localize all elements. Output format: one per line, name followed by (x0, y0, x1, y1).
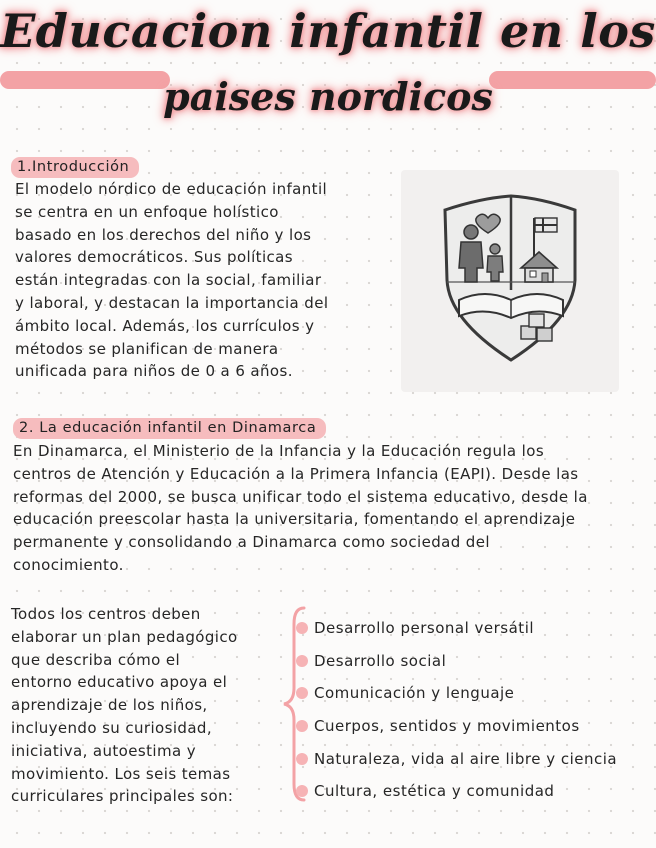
text-line: incluyendo su curiosidad, (11, 718, 213, 737)
text-line: curriculares principales son: (11, 787, 234, 806)
family-education-shield-illustration (401, 170, 619, 392)
curricular-topics-list (296, 612, 617, 808)
text-line: que describa cómo el (11, 650, 181, 669)
text-line: están integradas con la social, familiar (15, 271, 322, 290)
topic-label: Desarrollo social (314, 651, 447, 670)
shield-icon (401, 170, 619, 392)
text-line: Todos los centros deben (11, 605, 201, 623)
text-line: unificada para niños de 0 a 6 años. (15, 362, 293, 381)
text-line: basado en los derechos del niño y los (15, 225, 312, 244)
text-line: ámbito local. Además, los currículos y (15, 316, 315, 335)
list-item (296, 742, 617, 775)
section-3-paragraph (11, 603, 238, 808)
topic-label: Desarrollo personal versátil (314, 619, 535, 638)
text-line: valores democráticos. Sus políticas (15, 248, 293, 267)
section-2-heading: 2. La educación infantil en Dinamarca (13, 418, 326, 439)
text-line: y laboral, y destacan la importancia del (15, 293, 329, 312)
text-line: métodos se planifican de manera (15, 339, 279, 358)
text-line: se centra en un enfoque holístico (15, 202, 279, 221)
text-line: elaborar un plan pedagógico (11, 627, 238, 646)
text-line: iniciativa, autoestima y (11, 741, 197, 760)
bullet-dot-icon (296, 720, 308, 732)
topic-label: Cuerpos, sentidos y movimientos (314, 717, 580, 736)
list-item (296, 677, 617, 710)
bullet-dot-icon (296, 785, 308, 797)
text-line: movimiento. Los seis temas (11, 764, 231, 783)
text-line: En Dinamarca, el Ministerio de la Infancia y la Educación regula los (13, 442, 545, 460)
text-line: El modelo nórdico de educación infantil (15, 180, 328, 198)
bullet-dot-icon (296, 687, 308, 699)
list-item (296, 645, 617, 678)
section-2-paragraph (13, 440, 588, 577)
section-1-heading: 1.Introducción (11, 157, 139, 178)
text-line: reformas del 2000, se busca unificar todo el sistema educativo, desde la (13, 487, 588, 506)
list-item (296, 775, 617, 808)
list-item (296, 710, 617, 743)
page-title-line-2: paises nordicos (163, 74, 493, 119)
list-item (296, 612, 617, 645)
text-line: aprendizaje de los niños, (11, 696, 208, 715)
text-line: centros de Atención y Educación a la Primera Infancia (EAPI). Desde las (13, 464, 579, 483)
topic-label: Naturaleza, vida al aire libre y ciencia (314, 749, 618, 768)
text-line: permanente y consolidando a Dinamarca como sociedad del (13, 533, 490, 552)
page-title-line-1: Educacion infantil en los (0, 4, 656, 58)
text-line: conocimiento. (13, 555, 124, 574)
text-line: educación preescolar hasta la universitaria, fomentando el aprendizaje (13, 510, 576, 529)
bullet-dot-icon (296, 753, 308, 765)
bullet-dot-icon (296, 655, 308, 667)
topic-label: Comunicación y lenguaje (314, 684, 515, 703)
bullet-dot-icon (296, 622, 308, 634)
section-1-paragraph (15, 178, 328, 383)
text-line: entorno educativo apoya el (11, 673, 228, 692)
topic-label: Cultura, estética y comunidad (314, 782, 555, 801)
